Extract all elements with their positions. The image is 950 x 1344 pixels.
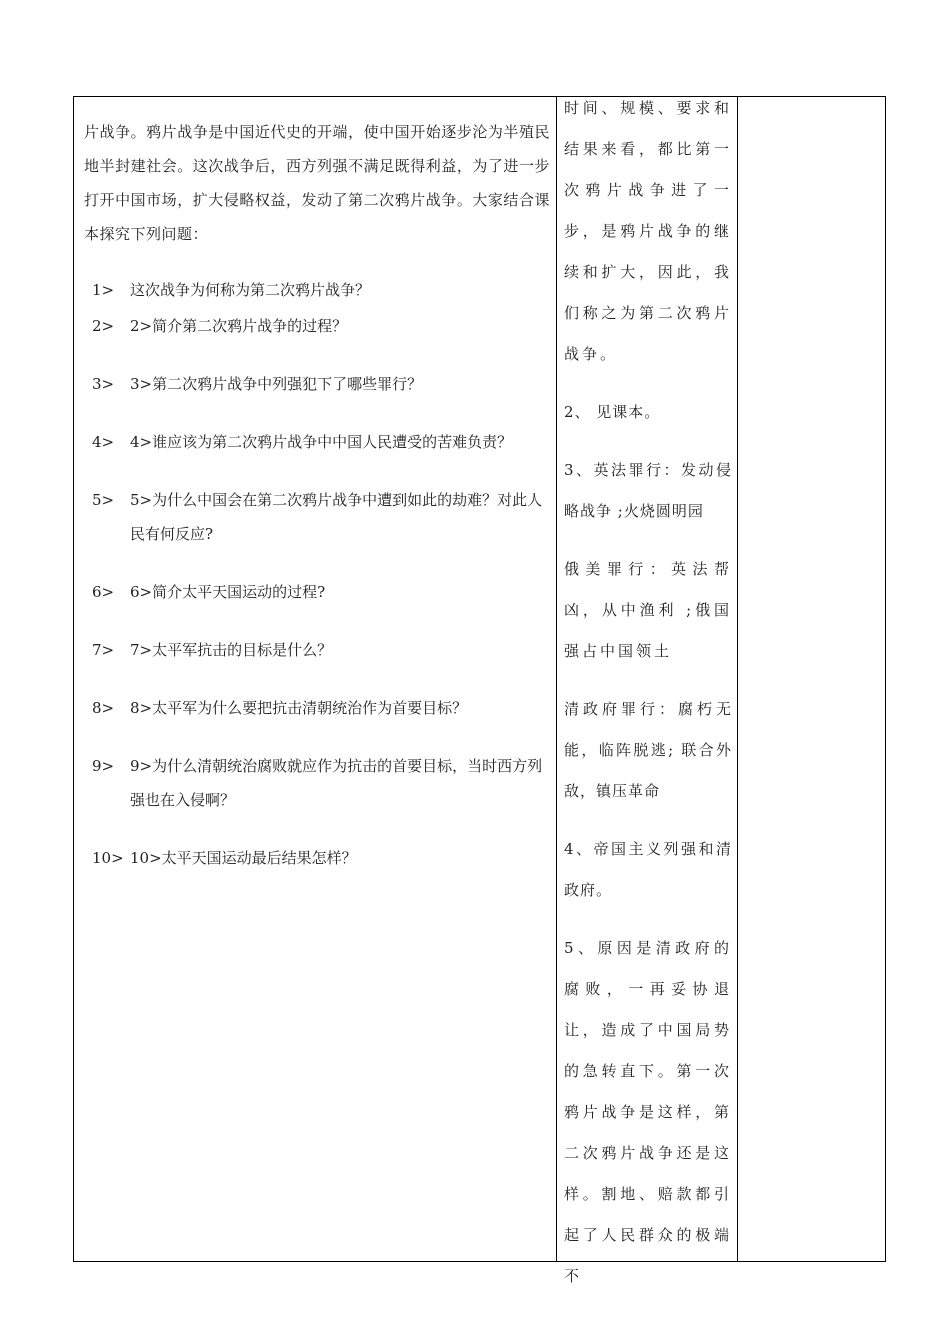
- answer-paragraph: 4、帝国主义列强和清政府。: [564, 840, 732, 899]
- question-number: 10>: [92, 849, 124, 867]
- question-text: 2>简介第二次鸦片战争的过程？: [130, 317, 348, 335]
- question-item: [84, 841, 550, 875]
- question-text: 这次战争为何称为第二次鸦片战争？: [130, 281, 371, 299]
- question-text: 4>谁应该为第二次鸦片战争中中国人民遭受的苦难负责？: [130, 433, 513, 451]
- answer-paragraph: 2、 见课本。: [564, 403, 661, 421]
- question-number: 3>: [92, 375, 115, 393]
- question-text: 7>太平军抗击的目标是什么？: [130, 641, 333, 659]
- question-number: 6>: [92, 583, 115, 601]
- question-item: [84, 575, 550, 609]
- question-item: [84, 749, 550, 817]
- question-item: [84, 273, 550, 307]
- question-number: 1>: [92, 281, 115, 299]
- question-text: 10>太平天国运动最后结果怎样？: [130, 849, 357, 867]
- question-number: 8>: [92, 699, 115, 717]
- question-item: [84, 633, 550, 667]
- intro-paragraph: 片战争。鸦片战争是中国近代史的开端，使中国开始逐步沦为半殖民地半封建社会。这次战争后，西方列强不满足既得利益，为了进一步打开中国市场，扩大侵略权益，发动了第二次鸦片战争。大家结合课本探究下列问题：: [84, 123, 550, 243]
- column-divider: [556, 97, 557, 1261]
- answer-paragraph: 俄美罪行：英法帮凶，从中渔利 ;俄国强占中国领土: [564, 560, 732, 660]
- answer-column: [564, 97, 732, 1297]
- question-item: [84, 483, 550, 551]
- question-number: 9>: [92, 757, 115, 775]
- question-item: [84, 425, 550, 459]
- column-divider: [737, 97, 738, 1261]
- lesson-table: [73, 96, 886, 1285]
- teaching-content-column: [84, 97, 550, 875]
- question-item: [84, 367, 550, 401]
- answer-paragraph: 5、原因是清政府的腐败，一再妥协退让，造成了中国局势的急转直下。第一次鸦片战争是这样，第二次鸦片战争还是这样。割地、赔款都引起了人民群众的极端不: [564, 939, 732, 1285]
- answer-paragraph: 3、英法罪行：发动侵略战争 ;火烧圆明园: [564, 461, 732, 520]
- question-text: 9>为什么清朝统治腐败就应作为抗击的首要目标，当时西方列强也在入侵啊？: [130, 757, 543, 809]
- question-number: 2>: [92, 317, 115, 335]
- question-text: 6>简介太平天国运动的过程?: [130, 583, 326, 601]
- question-text: 5>为什么中国会在第二次鸦片战争中遭到如此的劫难？对此人民有何反应?: [130, 491, 543, 543]
- answer-paragraph: 清政府罪行：腐朽无能，临阵脱逃; 联合外敌，镇压革命: [564, 700, 732, 800]
- question-item: [84, 309, 550, 343]
- question-number: 4>: [92, 433, 115, 451]
- question-number: 5>: [92, 491, 115, 509]
- question-item: [84, 691, 550, 725]
- question-text: 3>第二次鸦片战争中列强犯下了哪些罪行？: [130, 375, 423, 393]
- question-text: 8>太平军为什么要把抗击清朝统治作为首要目标？: [130, 699, 468, 717]
- answer-paragraph: 时间、规模、要求和结果来看，都比第一次鸦片战争进了一步，是鸦片战争的继续和扩大，因此，我们称之为第二次鸦片战争。: [564, 99, 732, 363]
- question-number: 7>: [92, 641, 115, 659]
